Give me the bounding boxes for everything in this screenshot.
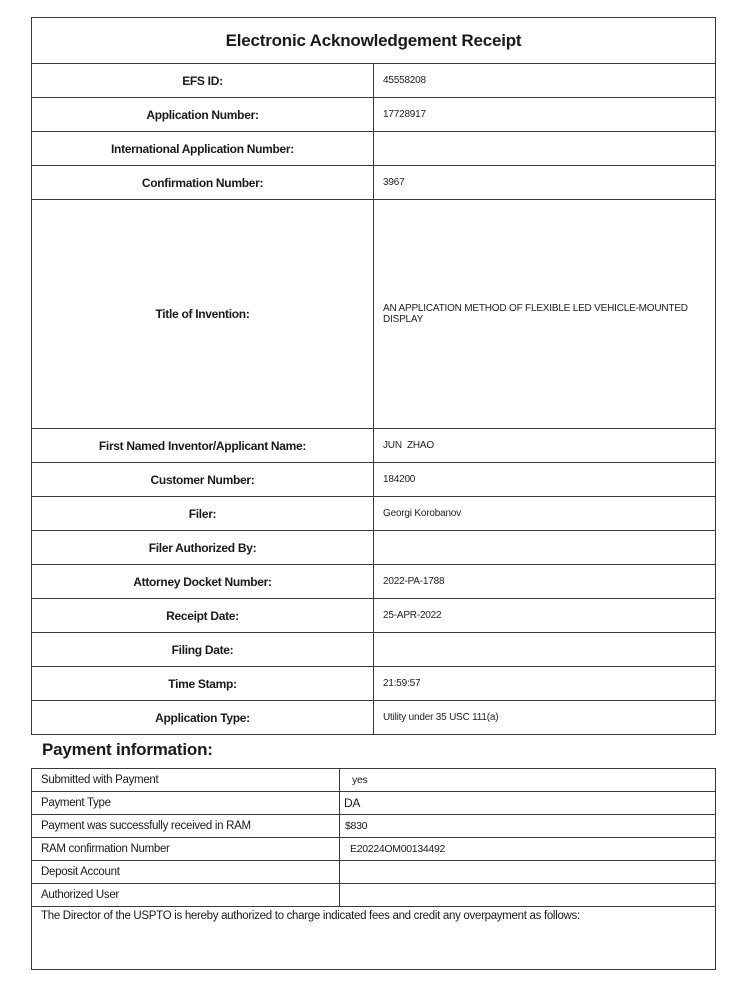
field-label: Filer:	[32, 497, 374, 531]
payment-label: RAM confirmation Number	[32, 838, 340, 861]
field-label: Filer Authorized By:	[32, 531, 374, 565]
field-value: 17728917	[374, 98, 716, 132]
receipt-table	[31, 17, 716, 735]
payment-value: DA	[340, 792, 716, 815]
field-row-international-application-number	[32, 132, 716, 166]
field-label: EFS ID:	[32, 64, 374, 98]
field-label: First Named Inventor/Applicant Name:	[32, 429, 374, 463]
payment-value	[340, 861, 716, 884]
field-label: Attorney Docket Number:	[32, 565, 374, 599]
payment-row-submitted-with-payment	[32, 769, 716, 792]
payment-label: Payment Type	[32, 792, 340, 815]
payment-row-received-in-ram	[32, 815, 716, 838]
field-row-filer-authorized-by	[32, 531, 716, 565]
field-label: International Application Number:	[32, 132, 374, 166]
field-row-efs-id	[32, 64, 716, 98]
payment-value	[340, 884, 716, 907]
field-row-confirmation-number	[32, 166, 716, 200]
payment-label: Deposit Account	[32, 861, 340, 884]
payment-table	[31, 768, 716, 970]
payment-row-payment-type	[32, 792, 716, 815]
field-label: Application Type:	[32, 701, 374, 735]
field-value	[374, 132, 716, 166]
field-value: 184200	[374, 463, 716, 497]
field-label: Customer Number:	[32, 463, 374, 497]
payment-label: Payment was successfully received in RAM	[32, 815, 340, 838]
field-row-application-number	[32, 98, 716, 132]
field-label: Filing Date:	[32, 633, 374, 667]
field-label: Confirmation Number:	[32, 166, 374, 200]
field-row-attorney-docket-number	[32, 565, 716, 599]
field-row-time-stamp	[32, 667, 716, 701]
payment-label: Submitted with Payment	[32, 769, 340, 792]
field-value: 45558208	[374, 64, 716, 98]
field-row-filing-date	[32, 633, 716, 667]
payment-row-ram-confirmation-number	[32, 838, 716, 861]
field-row-application-type	[32, 701, 716, 735]
field-label: Time Stamp:	[32, 667, 374, 701]
payment-authorization-note: The Director of the USPTO is hereby authorized to charge indicated fees and credit any overpayment as follows:	[32, 907, 716, 970]
payment-value: $830	[340, 815, 716, 838]
payment-note-row	[32, 907, 716, 970]
field-value: JUN ZHAO	[374, 429, 716, 463]
field-value: 25-APR-2022	[374, 599, 716, 633]
field-row-filer	[32, 497, 716, 531]
field-value: Utility under 35 USC 111(a)	[374, 701, 716, 735]
field-value: 21:59:57	[374, 667, 716, 701]
field-label: Receipt Date:	[32, 599, 374, 633]
field-label: Application Number:	[32, 98, 374, 132]
receipt-title: Electronic Acknowledgement Receipt	[32, 18, 716, 64]
field-value: 3967	[374, 166, 716, 200]
field-row-receipt-date	[32, 599, 716, 633]
payment-row-authorized-user	[32, 884, 716, 907]
field-value: AN APPLICATION METHOD OF FLEXIBLE LED VEHICLE-MOUNTED DISPLAY	[374, 200, 716, 429]
payment-row-deposit-account	[32, 861, 716, 884]
payment-label: Authorized User	[32, 884, 340, 907]
field-label: Title of Invention:	[32, 200, 374, 429]
field-row-customer-number	[32, 463, 716, 497]
payment-value: yes	[340, 769, 716, 792]
field-row-title-of-invention	[32, 200, 716, 429]
payment-heading: Payment information:	[42, 740, 213, 759]
field-value	[374, 633, 716, 667]
field-value: 2022-PA-1788	[374, 565, 716, 599]
payment-value: E20224OM00134492	[340, 838, 716, 861]
field-value: Georgi Korobanov	[374, 497, 716, 531]
field-value	[374, 531, 716, 565]
field-row-first-named-inventor	[32, 429, 716, 463]
